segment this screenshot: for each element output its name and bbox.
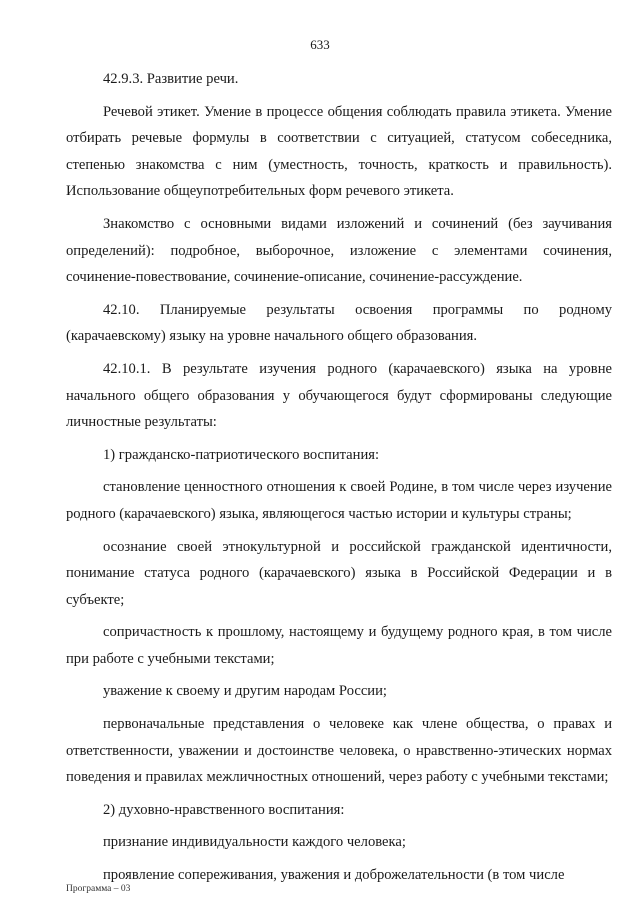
list-item: первоначальные представления о человеке как члене общества, о правах и ответственности, уважении и достоинстве человека, о нравственно-этических нормах поведения и правилах межличностных отношений, через работу с учебными текстами; [66, 716, 612, 786]
paragraph-42-10-1: 42.10.1. В результате изучения родного (карачаевского) языка на уровне начального общего образования у обучающегося будут сформированы следующие личностные результаты: [66, 360, 612, 431]
page-number: 633 [310, 37, 330, 52]
section-heading-42-10: 42.10. Планируемые результаты освоения программы по родному (карачаевскому) языку на уровне начального общего образования. [66, 301, 612, 345]
paragraph-compositions: Знакомство с основными видами изложений и сочинений (без заучивания определений): подробное, выборочное, изложение с элементами сочинения, сочинение-повествование, сочинение-описание, сочинение-рассуждение. [66, 215, 612, 286]
list-item: уважение к своему и другим народам России; [103, 683, 387, 700]
list-heading-civic: 1) гражданско-патриотического воспитания: [103, 446, 380, 463]
list-item: признание индивидуальности каждого человека; [103, 834, 406, 851]
list-heading-spiritual: 2) духовно-нравственного воспитания: [103, 801, 345, 818]
list-item: осознание своей этнокультурной и российской гражданской идентичности, понимание статуса родного (карачаевского) языка в Российской Федерации и в субъекте; [66, 538, 612, 608]
page-footer: Программа – 03 [66, 884, 131, 894]
list-item: становление ценностного отношения к своей Родине, в том числе через изучение родного (карачаевского) языка, являющегося частью истории и культуры страны; [66, 479, 612, 522]
list-item: проявление сопереживания, уважения и доброжелательности (в том числе [103, 867, 565, 884]
section-heading-42-9-3: 42.9.3. Развитие речи. [103, 71, 239, 87]
paragraph-speech-etiquette: Речевой этикет. Умение в процессе общения соблюдать правила этикета. Умение отбирать речевые формулы в соответствии с ситуацией, статусом собеседника, степенью знакомства с ним (уместность, точность, краткость и правильность). Использование общеупотребительных форм речевого этикета. [66, 103, 612, 200]
list-item: сопричастность к прошлому, настоящему и будущему родного края, в том числе при работе с учебными текстами; [66, 624, 612, 667]
document-body [66, 66, 612, 889]
